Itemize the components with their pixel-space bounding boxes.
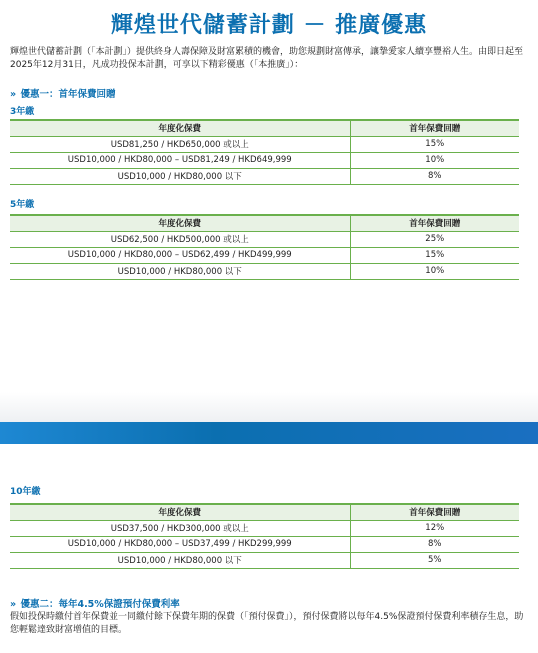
rebate-cell: 25%	[350, 231, 519, 247]
rebate-cell: 12%	[350, 520, 519, 536]
offer-1-heading	[10, 86, 115, 100]
term-label-5yr: 5年繳	[10, 200, 35, 210]
table-header-row	[10, 504, 519, 520]
rebate-cell: 8%	[350, 168, 519, 184]
premium-cell: USD62,500 / HKD500,000 或以上	[10, 231, 350, 247]
chevron-right-icon: »	[10, 599, 15, 610]
premium-cell: USD37,500 / HKD300,000 或以上	[10, 520, 350, 536]
table-header-row	[10, 215, 519, 231]
rebate-cell: 15%	[350, 136, 519, 152]
rebate-table-5yr	[10, 214, 519, 280]
page-break-band	[0, 422, 538, 444]
table-row	[10, 231, 519, 247]
offer-2-heading	[10, 596, 180, 610]
premium-cell: USD10,000 / HKD80,000 以下	[10, 552, 350, 568]
header-rebate: 首年保費回贈	[350, 504, 519, 520]
term-label-3yr: 3年繳	[10, 107, 35, 117]
rebate-cell: 15%	[350, 247, 519, 263]
chevron-right-icon: »	[10, 89, 15, 100]
table-row	[10, 168, 519, 184]
premium-cell: USD10,000 / HKD80,000 – USD37,499 / HKD299,999	[10, 536, 350, 552]
premium-cell: USD10,000 / HKD80,000 – USD81,249 / HKD649,999	[10, 152, 350, 168]
rebate-cell: 10%	[350, 263, 519, 279]
offer-2-title: 優惠二：每年4.5%保證預付保費利率	[20, 599, 180, 610]
table-header-row	[10, 120, 519, 136]
table-row	[10, 520, 519, 536]
offer-1-title: 優惠一：首年保費回贈	[20, 89, 116, 100]
premium-cell: USD10,000 / HKD80,000 – USD62,499 / HKD499,999	[10, 247, 350, 263]
rebate-table-3yr	[10, 119, 519, 185]
premium-cell: USD10,000 / HKD80,000 以下	[10, 168, 350, 184]
rebate-cell: 10%	[350, 152, 519, 168]
header-rebate: 首年保費回贈	[350, 215, 519, 231]
premium-cell: USD10,000 / HKD80,000 以下	[10, 263, 350, 279]
table-row	[10, 152, 519, 168]
table-row	[10, 552, 519, 568]
offer-2-paragraph: 假如投保時繳付首年保費並一同繳付餘下保費年期的保費（「預付保費」），預付保費將以每年4.5%保證預付保費利率積存生息，助您輕鬆達致財富增值的目標。	[10, 612, 524, 635]
term-label-10yr: 10年繳	[10, 487, 41, 497]
header-premium: 年度化保費	[10, 215, 350, 231]
header-premium: 年度化保費	[10, 120, 350, 136]
rebate-cell: 5%	[350, 552, 519, 568]
table-row	[10, 536, 519, 552]
header-rebate: 首年保費回贈	[350, 120, 519, 136]
table-row	[10, 136, 519, 152]
page-title: 輝煌世代儲蓄計劃 － 推廣優惠	[110, 13, 428, 38]
table-row	[10, 263, 519, 279]
table-row	[10, 247, 519, 263]
rebate-table-10yr	[10, 503, 519, 569]
premium-cell: USD81,250 / HKD650,000 或以上	[10, 136, 350, 152]
page-break-shadow	[0, 392, 538, 422]
intro-paragraph: 輝煌世代儲蓄計劃（「本計劃」）提供終身人壽保障及財富累積的機會，助您規劃財富傳承，讓摯愛家人續享豐裕人生。由即日起至2025年12月31日，凡成功投保本計劃，可享以下精彩優惠（「本推廣」）：	[10, 47, 524, 70]
header-premium: 年度化保費	[10, 504, 350, 520]
rebate-cell: 8%	[350, 536, 519, 552]
